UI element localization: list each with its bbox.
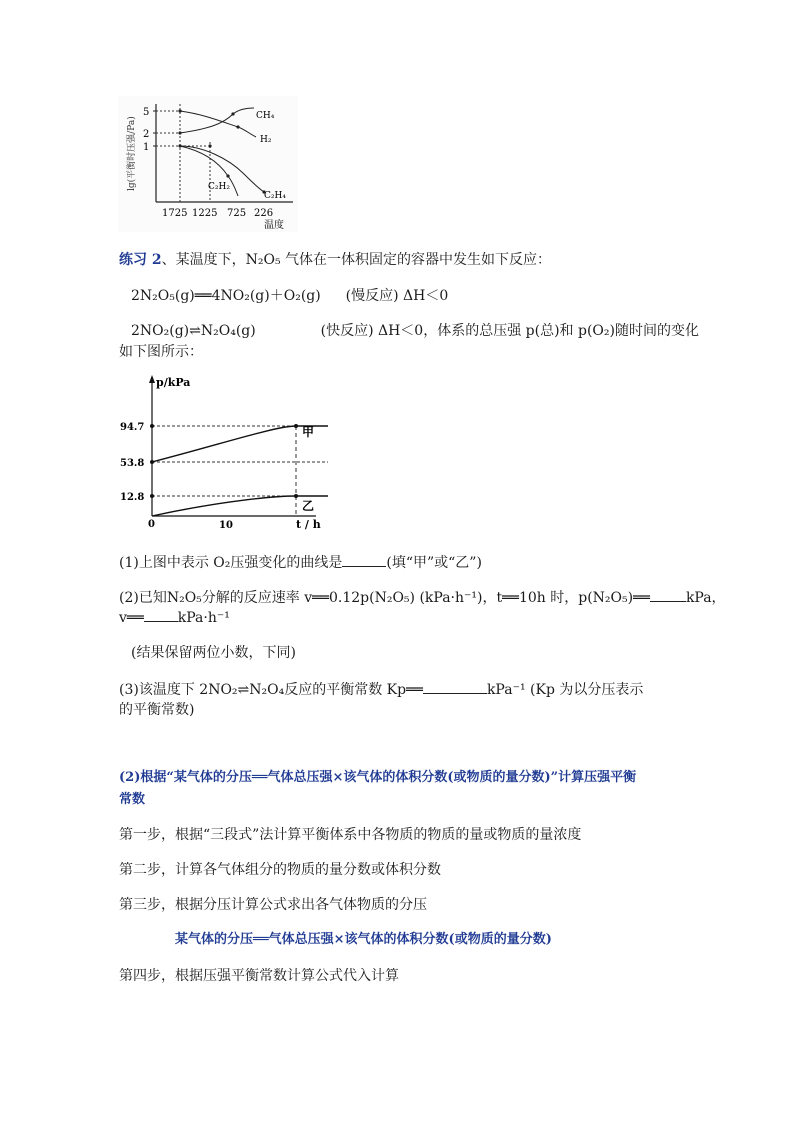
chart2-axis-point [150,494,154,498]
answer-blank-3[interactable] [423,679,487,694]
chart1-ytick: 1 [143,142,150,153]
question-3 [119,679,643,700]
equation-1-formula: 2N₂O₅(g)══4NO₂(g)＋O₂(g) [131,288,321,304]
chart2-ytick-label: 12.8 [120,492,145,503]
question-2-cont [119,607,230,628]
exercise-intro [119,250,551,270]
answer-blank-2a[interactable] [650,587,686,602]
exercise-head: 练习 2 [119,252,162,268]
equation-2 [131,321,699,341]
question-1-hint: (填“甲”或“乙”) [386,555,482,571]
partial-pressure-formula: 某气体的分压══气体总压强×该气体的体积分数(或物质的量分数) [175,932,552,947]
question-2 [119,587,726,608]
method-title-cont: 常数 [119,792,146,807]
question-1-text: (1)上图中表示 O₂压强变化的曲线是 [119,555,343,571]
chart2-axis-point [150,424,154,428]
equation-2-continued: 如下图所示： [119,344,203,360]
chart1-xtick: 226 [254,208,274,219]
chart1-xlabel: 温度 [264,220,284,231]
question-2-unit: kPa， [685,590,726,606]
question-2-v-unit: kPa·h⁻¹ [177,610,230,626]
chart1-label-h2: H₂ [260,135,272,145]
chart1-label-c2h2: C₂H₂ [208,182,230,192]
exercise-intro-text: 、某温度下，N₂O₅ 气体在一体积固定的容器中发生如下反应： [161,252,552,268]
question-3-cont: 的平衡常数) [119,702,195,718]
method-step-4: 第四步，根据压强平衡常数计算公式代入计算 [119,968,399,984]
chart2-series-label: 乙 [302,499,315,513]
chart2-ytick-label: 94.7 [120,422,145,433]
answer-blank-2b[interactable] [144,607,178,622]
equation-2-formula: 2NO₂(g)⇌N₂O₄(g) [131,323,256,339]
method-step-1: 第一步，根据“三段式”法计算平衡体系中各物质的物质的量或物质的量浓度 [119,827,582,843]
question-3-unit: kPa⁻¹ (Kp 为以分压表示 [486,682,644,698]
chart1-label-c2h4: C₂H₄ [264,191,286,201]
answer-blank-1[interactable] [342,552,386,567]
chart1-xtick: 725 [227,208,247,219]
chart2-ytick-label: 0 [148,519,155,530]
question-1 [119,552,482,573]
equation-2-note: (快反应) ΔH＜0，体系的总压强 p(总)和 p(O₂)随时间的变化 [320,323,699,339]
chart2-series-point [294,494,298,498]
chart1-ytick: 2 [143,129,150,140]
chart1-label-ch4: CH₄ [256,111,275,121]
chart1-ylabel: lg(平衡时压强/Pa) [127,116,137,191]
chart1-xtick: 1225 [192,208,218,219]
pressure-time-chart [118,372,328,530]
question-2-text: (2)已知N₂O₅分解的反应速率 v══0.12p(N₂O₅) (kPa·h⁻¹)，t══10h 时，p(N₂O₅)══ [119,590,650,606]
equation-1-note: (慢反应) ΔH＜0 [345,288,449,304]
question-2-v: v══ [119,610,144,626]
chart2-series-label: 甲 [302,425,315,439]
method-step-2: 第二步，计算各气体组分的物质的量分数或体积分数 [119,862,441,878]
method-title: (2)根据“某气体的分压══气体总压强×该气体的体积分数(或物质的量分数)”计算压强平衡 [119,770,637,785]
chart2-ylabel: p/kPa [156,376,191,389]
chart2-xtick-label: 10 [219,520,233,530]
question-3-text: (3)该温度下 2NO₂⇌N₂O₄反应的平衡常数 Kp══ [119,682,423,698]
chart2-xlabel: t / h [296,518,321,530]
question-2-note: (结果保留两位小数，下同) [131,645,296,661]
equation-1 [131,286,448,306]
chart2-series-point [294,424,298,428]
chart1-ytick: 5 [143,107,150,118]
temperature-pressure-chart [118,96,298,232]
method-step-3: 第三步，根据分压计算公式求出各气体物质的分压 [119,897,427,913]
chart1-xtick: 1725 [162,208,188,219]
chart2-ytick-label: 53.8 [120,458,145,469]
